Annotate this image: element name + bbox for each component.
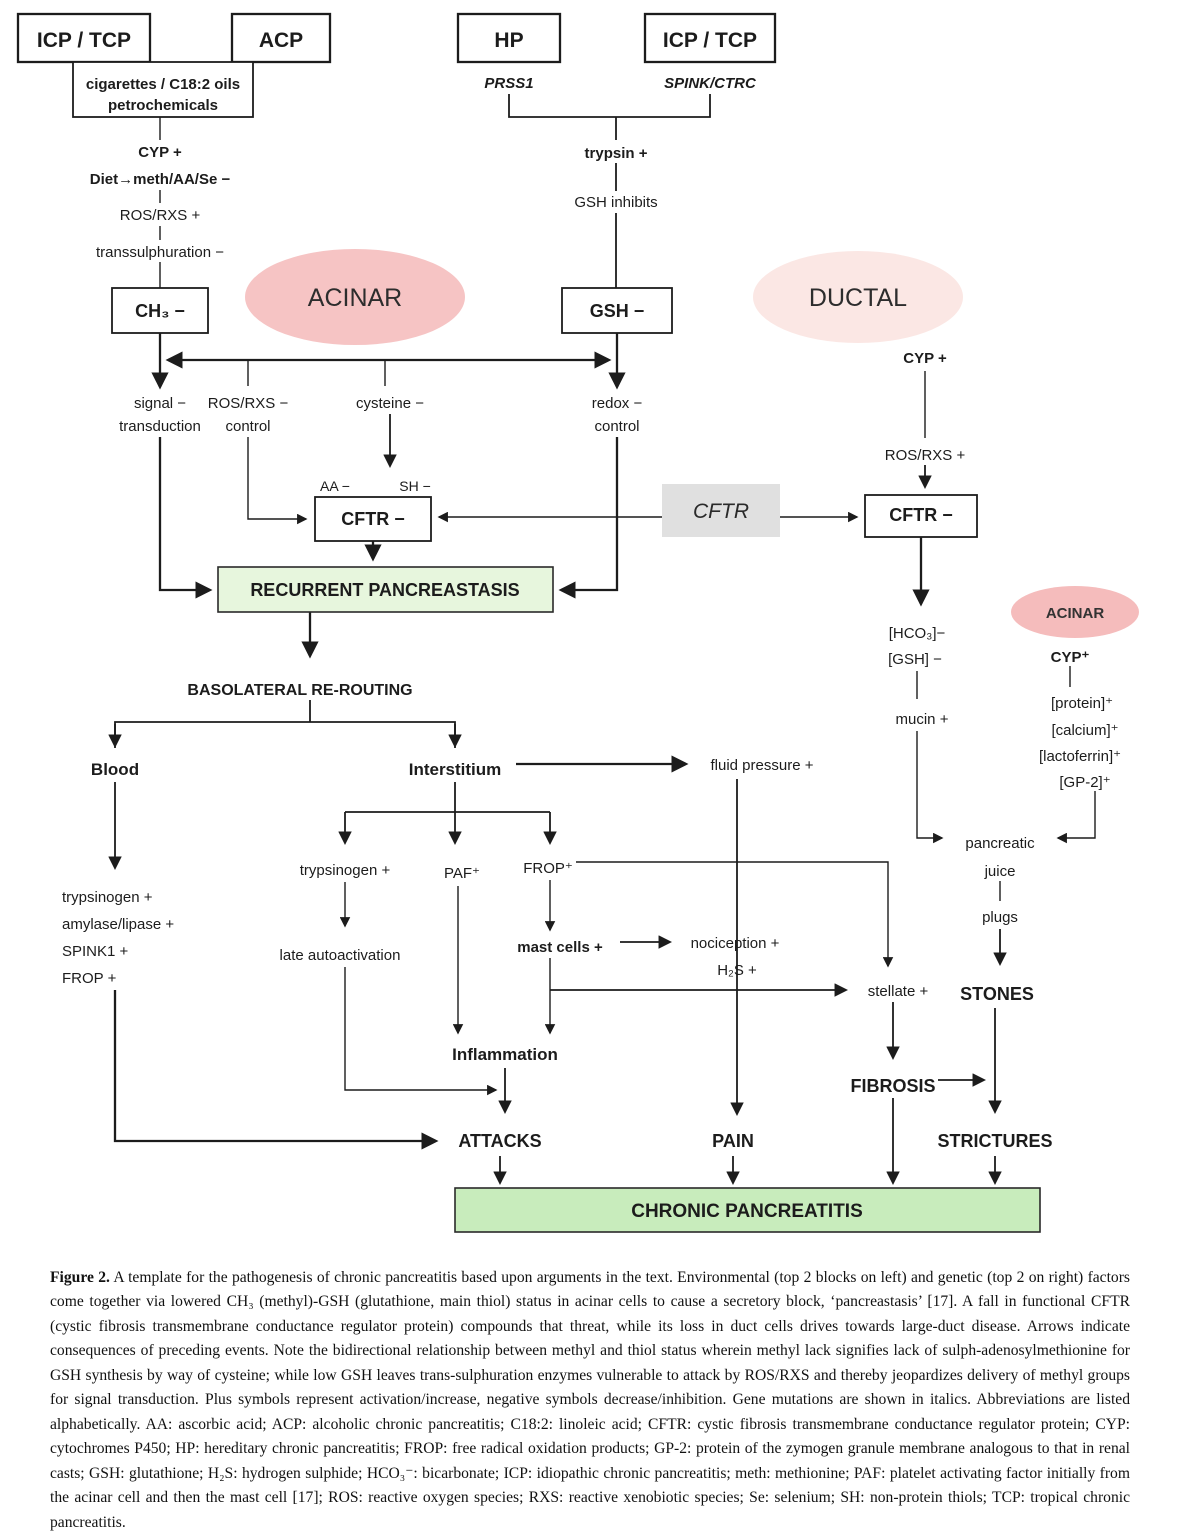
label-hco3: [HCO₃]− [888, 625, 946, 642]
label-calcium: [calcium]⁺ [1051, 722, 1119, 739]
label-prss1: PRSS1 [484, 75, 534, 92]
label-cyp-small: CYP⁺ [1050, 649, 1090, 666]
cigarettes-line1: cigarettes / C18:2 oils [85, 76, 241, 93]
label-inflammation: Inflammation [452, 1045, 558, 1064]
label-frop: FROP⁺ [523, 860, 573, 877]
label-stellate: stellate + [867, 983, 929, 1000]
label-h2s: H₂S + [717, 962, 757, 979]
gene-bracket [509, 94, 710, 117]
label-attacks: ATTACKS [458, 1131, 542, 1151]
cigarettes-line2: petrochemicals [107, 97, 219, 114]
label-fluid-pressure: fluid pressure + [710, 757, 814, 774]
box-label-icp-tcp-left: ICP / TCP [36, 29, 132, 52]
label-rosrxs-ctrl-1: ROS/RXS − [207, 395, 289, 412]
arrow-rosrxs-cftr [248, 437, 306, 519]
label-basolateral: BASOLATERAL RE-ROUTING [187, 682, 413, 699]
label-cysteine: cysteine − [356, 395, 424, 412]
label-ros-rxs-left: ROS/RXS + [119, 207, 201, 224]
box-label-cftr-ductal: CFTR − [889, 505, 953, 525]
label-pancreatic-1: pancreatic [965, 835, 1035, 852]
acinar-region-label: ACINAR [307, 284, 403, 312]
arrow-late-attacks [345, 967, 496, 1090]
figure-caption-label: Figure 2. [50, 1268, 110, 1286]
connectors [115, 94, 1095, 1183]
box-label-chronic: CHRONIC PANCREATITIS [631, 1201, 863, 1222]
label-gsh-inhibits: GSH inhibits [574, 194, 658, 211]
label-sh: SH − [399, 478, 431, 494]
label-signal-1: signal − [133, 395, 187, 412]
box-label-hp: HP [494, 29, 524, 52]
label-pancreatic-2: juice [984, 863, 1016, 880]
label-blood-item-1: trypsinogen + [62, 889, 153, 906]
arrow-blood-attacks [115, 990, 436, 1141]
label-interstitium: Interstitium [408, 760, 502, 779]
arrow-gp2-juice [1058, 791, 1095, 838]
arrow-signal-recurrent [160, 437, 210, 590]
label-blood-item-4: FROP + [62, 970, 117, 987]
label-rosrxs-ctrl-2: control [225, 418, 271, 435]
label-gp2: [GP-2]⁺ [1059, 774, 1111, 791]
label-blood: Blood [90, 760, 140, 779]
label-fibrosis: FIBROSIS [850, 1076, 936, 1096]
box-label-icp-tcp-right: ICP / TCP [662, 29, 758, 52]
label-stones: STONES [960, 984, 1034, 1004]
label-lactoferrin: [lactoferrin]⁺ [1038, 748, 1122, 765]
label-protein: [protein]⁺ [1050, 695, 1114, 712]
arrow-mucin-juice [917, 731, 942, 838]
label-trypsin: trypsin + [584, 145, 648, 162]
figure-caption-text: A template for the pathogenesis of chronic pancreatitis based upon arguments in the text. Environmental (top 2 blocks on left) and genetic (top 2 on right) factors come together via lowered CH₃ (methyl)-GSH (glutathione, main thiol) status in acinar cells to cause a secretory block, ‘pancreastasis’ [17]. A fall in functional CFTR (cystic fibrosis transmembrane conductance regulator protein) compounds that threat, while its loss in duct cells drives towards large-duct disease. Arrows indicate consequences of preceding events. Note the bidirectional relationship between methyl and thiol status wherein methyl lack signifies lack of sulph-adenosylmethionine for GSH synthesis by way of cysteine; while low GSH leaves trans-sulphuration enzymes vulnerable to attack by ROS/RXS and thereby jeopardizes delivery of methyl groups for signal transduction. Plus symbols represent activation/increase, negative symbols decrease/inhibition. Gene mutations are shown in italics. Abbreviations are listed alphabetically. AA: ascorbic acid; ACP: alcoholic chronic pancreatitis; C18:2: linoleic acid; CFTR: cystic fibrosis transmembrane conductance regulator protein; CYP: cytochromes P450; HP: hereditary chronic pancreatitis; FROP: free radical oxidation products; GP-2: protein of the zymogen granule membrane analogous to that in renal casts; GSH: glutathione; H₂S: hydrogen sulphide; HCO₃⁻: bicarbonate; ICP: idiopathic chronic pancreatitis; meth: methionine; PAF: platelet activating factor initially from the acinar cell and then the mast cell [17]; ROS: reactive oxygen species; RXS: reactive xenobiotic species; Se: selenium; SH: non-protein thiols; TCP: tropical chronic pancreatitis. [50, 1268, 1130, 1531]
box-label-ch3: CH₃ − [135, 301, 185, 321]
label-paf: PAF⁺ [444, 865, 480, 882]
label-strictures: STRICTURES [937, 1131, 1053, 1151]
label-redox-2: control [594, 418, 640, 435]
box-label-acp: ACP [258, 29, 304, 52]
arrow-redox-recurrent [561, 437, 617, 590]
ductal-region-label: DUCTAL [808, 284, 908, 312]
box-label-gsh: GSH − [589, 301, 645, 321]
label-mast-cells: mast cells + [517, 939, 603, 956]
label-trypsinogen-interstitial: trypsinogen + [299, 862, 391, 879]
box-label-recurrent: RECURRENT PANCREASTASIS [250, 580, 520, 600]
connector [115, 722, 455, 748]
label-pain: PAIN [712, 1131, 754, 1151]
label-diet: Diet→meth/AA/Se − [89, 171, 231, 188]
label-blood-item-3: SPINK1 + [62, 943, 129, 960]
label-signal-2: transduction [119, 418, 201, 435]
label-redox-1: redox − [591, 395, 643, 412]
label-cyp-left: CYP + [138, 144, 182, 161]
label-mucin: mucin + [895, 711, 949, 728]
label-aa: AA − [320, 478, 350, 494]
label-nociception: nociception + [690, 935, 780, 952]
label-cyp-ductal: CYP + [903, 350, 947, 367]
box-label-cftr-gray: CFTR [693, 500, 749, 523]
acinar-small-region-label: ACINAR [1045, 605, 1105, 622]
label-spink-ctrc: SPINK/CTRC [664, 75, 756, 92]
label-gsh-conc: [GSH] − [888, 651, 942, 668]
label-plugs: plugs [982, 909, 1018, 926]
figure-caption [50, 1266, 1130, 1535]
label-late-autoactivation: late autoactivation [279, 947, 401, 964]
label-blood-item-2: amylase/lipase + [62, 916, 175, 933]
label-transsulphuration: transsulphuration − [96, 244, 224, 261]
box-label-cftr-acinar: CFTR − [341, 509, 405, 529]
label-ros-rxs-ductal: ROS/RXS + [884, 447, 966, 464]
